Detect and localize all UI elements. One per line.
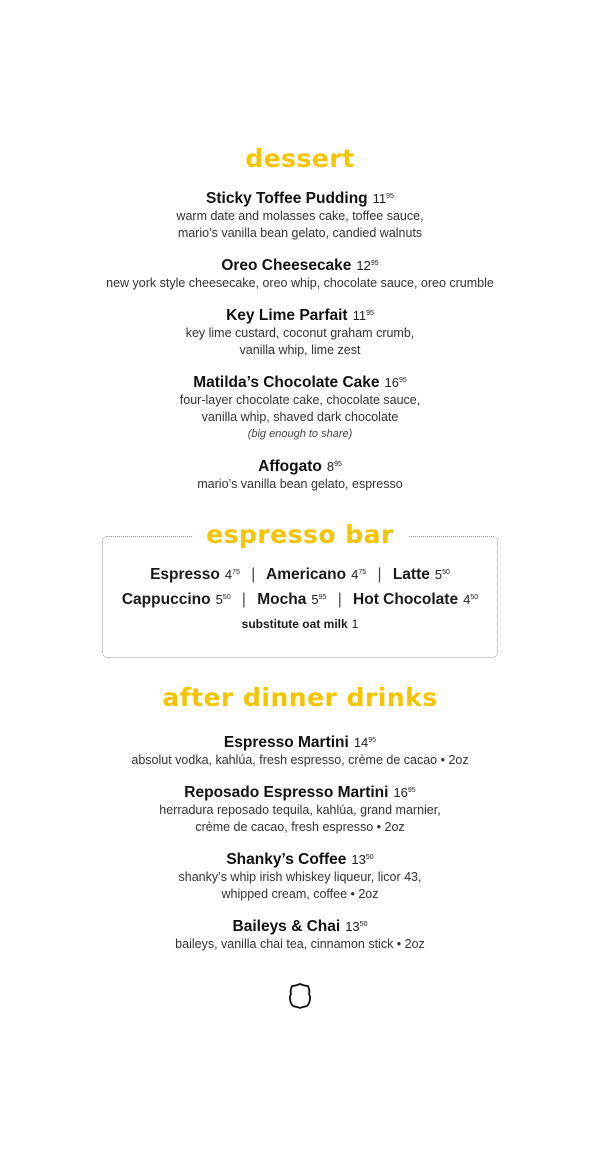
menu-item <box>0 257 600 292</box>
item-name: Oreo Cheesecake <box>221 257 352 274</box>
item-price: $13^{50}$ <box>345 919 368 934</box>
item-description: mario’s vanilla bean gelato, candied walnuts <box>177 226 423 240</box>
separator: | <box>337 591 342 608</box>
espresso-bar-heading: espresso bar <box>0 520 600 549</box>
item-description: shanky’s whip irish whiskey liqueur, licor 43, <box>178 870 422 884</box>
drink-price: $4^{75}$ <box>351 567 367 582</box>
item-name: Espresso Martini <box>223 734 349 751</box>
separator: | <box>377 566 382 583</box>
drink-name: Hot Chocolate <box>353 591 459 608</box>
item-name: Sticky Toffee Pudding <box>206 190 368 207</box>
item-name: Affogato <box>258 458 322 475</box>
item-price: $16^{95}$ <box>393 785 416 800</box>
menu-item <box>0 851 600 903</box>
substitute-price: 1 <box>351 617 359 631</box>
after-dinner-heading: after dinner drinks <box>162 683 438 712</box>
shield-logo-icon <box>288 983 312 1009</box>
item-price: $11^{95}$ <box>372 191 394 206</box>
item-description: key lime custard, coconut graham crumb, <box>185 326 415 340</box>
item-name: Reposado Espresso Martini <box>184 784 389 801</box>
menu-item <box>0 458 600 493</box>
drink-name: Cappuccino <box>121 591 211 608</box>
espresso-row <box>0 566 600 584</box>
item-description: vanilla whip, shaved dark chocolate <box>201 410 399 424</box>
drink-price: $4^{50}$ <box>463 592 479 607</box>
item-description: warm date and molasses cake, toffee sauce, <box>176 209 424 223</box>
menu-item <box>0 374 600 443</box>
item-description: four-layer chocolate cake, chocolate sauce, <box>179 393 421 407</box>
drink-price: $4^{75}$ <box>224 567 240 582</box>
item-description: mario’s vanilla bean gelato, espresso <box>197 477 403 491</box>
item-description: whipped cream, coffee • 2oz <box>221 887 379 901</box>
menu-item <box>0 734 600 769</box>
drink-name: Latte <box>392 566 430 583</box>
item-name: Baileys & Chai <box>232 918 341 935</box>
item-price: $16^{95}$ <box>384 375 407 390</box>
item-price: $8^{95}$ <box>326 459 342 474</box>
item-note: (big enough to share) <box>247 428 353 440</box>
dessert-list <box>0 190 600 508</box>
menu-item <box>0 190 600 242</box>
menu-item <box>0 307 600 359</box>
item-description: crème de cacao, fresh espresso • 2oz <box>195 820 405 834</box>
item-description: baileys, vanilla chai tea, cinnamon stick • 2oz <box>175 937 425 951</box>
after-dinner-list <box>0 734 600 968</box>
item-name: Key Lime Parfait <box>226 307 348 324</box>
espresso-row <box>0 591 600 609</box>
dessert-heading: dessert <box>245 144 355 173</box>
drink-name: Americano <box>266 566 347 583</box>
item-description: new york style cheesecake, oreo whip, chocolate sauce, oreo crumble <box>106 276 494 290</box>
drink-price: $5^{50}$ <box>215 592 231 607</box>
substitute-label: substitute oat milk <box>241 617 348 631</box>
item-price: $14^{95}$ <box>353 735 377 750</box>
item-price: $12^{95}$ <box>356 258 379 273</box>
item-name: Shanky’s Coffee <box>226 851 347 868</box>
item-description: vanilla whip, lime zest <box>239 343 361 357</box>
separator: | <box>251 566 256 583</box>
drink-name: Mocha <box>257 591 307 608</box>
menu-item <box>0 918 600 953</box>
item-price: $13^{50}$ <box>351 852 374 867</box>
item-price: $11^{95}$ <box>352 308 374 323</box>
item-description: herradura reposado tequila, kahlúa, grand marnier, <box>159 803 441 817</box>
menu-item <box>0 784 600 836</box>
substitute-note <box>0 617 600 631</box>
drink-price: $5^{95}$ <box>311 592 327 607</box>
drink-price: $5^{50}$ <box>434 567 450 582</box>
item-description: absolut vodka, kahlúa, fresh espresso, crème de cacao • 2oz <box>131 753 469 767</box>
separator: | <box>241 591 246 608</box>
drink-name: Espresso <box>150 566 220 583</box>
item-name: Matilda’s Chocolate Cake <box>193 374 380 391</box>
